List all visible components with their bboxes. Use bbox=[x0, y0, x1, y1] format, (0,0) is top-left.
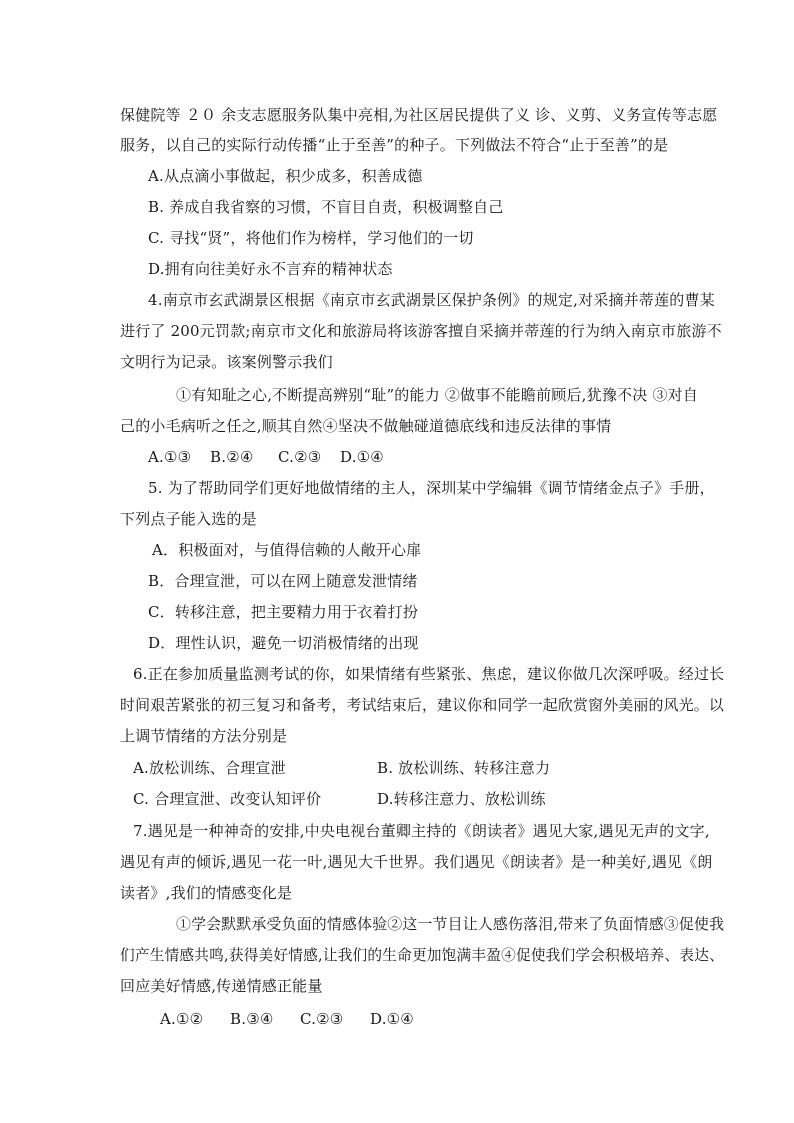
q7-stem-line1: 7.遇见是一种神奇的安排,中央电视台董卿主持的《朗读者》遇见大家,遇见无声的文字, bbox=[133, 822, 710, 840]
q4-stem-line2: 进行了 200元罚款;南京市文化和旅游局将该游客擅自采摘并蒂莲的行为纳入南京市旅游不 bbox=[120, 322, 722, 340]
q4-stem-line3: 文明行为记录。该案例警示我们 bbox=[120, 353, 333, 371]
q3-option-b: B. 养成自我省察的习惯，不盲目自责，积极调整自己 bbox=[148, 198, 504, 216]
q4-option-d: D.①④ bbox=[340, 448, 384, 466]
q6-stem-line1: 6.正在参加质量监测考试的你，如果情绪有些紧张、焦虑，建议你做几次深呼吸。经过长 bbox=[133, 665, 725, 683]
q6-option-a: A.放松训练、合理宣泄 bbox=[133, 759, 286, 777]
q4-option-a: A.①③ bbox=[148, 448, 192, 466]
q7-option-d: D.①④ bbox=[370, 1010, 414, 1028]
q4-items-line1: ①有知耻之心,不断提高辨别“耻”的能力 ②做事不能瞻前顾后,犹豫不决 ③对自 bbox=[176, 386, 699, 404]
q6-stem-line2: 时间艰苦紧张的初三复习和备考，考试结束后，建议你和同学一起欣赏窗外美丽的风光。以 bbox=[120, 696, 725, 714]
q5-stem-line2: 下列点子能入选的是 bbox=[120, 510, 257, 528]
q7-option-c: C.②③ bbox=[300, 1010, 344, 1028]
q7-items-line2: 们产生情感共鸣,获得美好情感,让我们的生命更加饱满丰盈④促使我们学会积极培养、表达、 bbox=[120, 946, 724, 964]
q5-option-b: B．合理宣泄，可以在网上随意发泄情绪 bbox=[148, 572, 418, 590]
q6-options-row1 bbox=[133, 758, 550, 778]
q7-option-b: B.③④ bbox=[230, 1010, 274, 1028]
q4-stem-line1: 4.南京市玄武湖景区根据《南京市玄武湖景区保护条例》的规定,对采摘并蒂莲的曹某 bbox=[148, 291, 715, 309]
q5-option-c: C．转移注意，把主要精力用于衣着打扮 bbox=[148, 603, 419, 621]
q5-option-a: A．积极面对，与值得信赖的人敞开心扉 bbox=[152, 541, 422, 559]
q5-stem-line1: 5. 为了帮助同学们更好地做情绪的主人，深圳某中学编辑《调节情绪金点子》手册， bbox=[148, 479, 715, 497]
q3-option-d: D.拥有向往美好永不言弃的精神状态 bbox=[148, 260, 393, 278]
q7-items-line1: ①学会默默承受负面的情感体验②这一节目让人感伤落泪,带来了负面情感③促使我 bbox=[176, 915, 725, 933]
q5-option-d: D．理性认识，避免一切消极情绪的出现 bbox=[148, 634, 419, 652]
q3-option-a: A.从点滴小事做起，积少成多，积善成德 bbox=[148, 167, 423, 185]
q6-option-b: B. 放松训练、转移注意力 bbox=[377, 759, 551, 777]
q3-option-c: C. 寻找“贤”，将他们作为榜样，学习他们的一切 bbox=[148, 229, 474, 247]
q4-options bbox=[148, 447, 384, 467]
q7-option-a: A.①② bbox=[160, 1010, 204, 1028]
q4-items-line2: 己的小毛病听之任之,顺其自然④坚决不做触碰道德底线和违反法律的事情 bbox=[120, 417, 612, 435]
q6-stem-line3: 上调节情绪的方法分别是 bbox=[120, 727, 288, 745]
q7-items-line3: 回应美好情感,传递情感正能量 bbox=[120, 977, 323, 995]
q4-option-b: B.②④ bbox=[210, 448, 254, 466]
q4-option-c: C.②③ bbox=[278, 448, 322, 466]
q6-option-d: D.转移注意力、放松训练 bbox=[377, 790, 546, 808]
q3-stem-line1: 保健院等 ２０ 余支志愿服务队集中亮相,为社区居民提供了义 诊、义剪、义务宣传等志愿 bbox=[120, 106, 718, 124]
q7-stem-line3: 读者》,我们的情感变化是 bbox=[120, 884, 293, 902]
q7-stem-line2: 遇见有声的倾诉,遇见一花一叶,遇见大千世界。我们遇见《朗读者》是一种美好,遇见《朗 bbox=[120, 853, 713, 871]
q6-option-c: C. 合理宣泄、改变认知评价 bbox=[133, 790, 322, 808]
q6-options-row2 bbox=[133, 789, 546, 809]
q7-options bbox=[160, 1009, 414, 1029]
q3-stem-line2: 服务，以自己的实际行动传播“止于至善”的种子。下列做法不符合“止于至善”的是 bbox=[120, 136, 669, 154]
